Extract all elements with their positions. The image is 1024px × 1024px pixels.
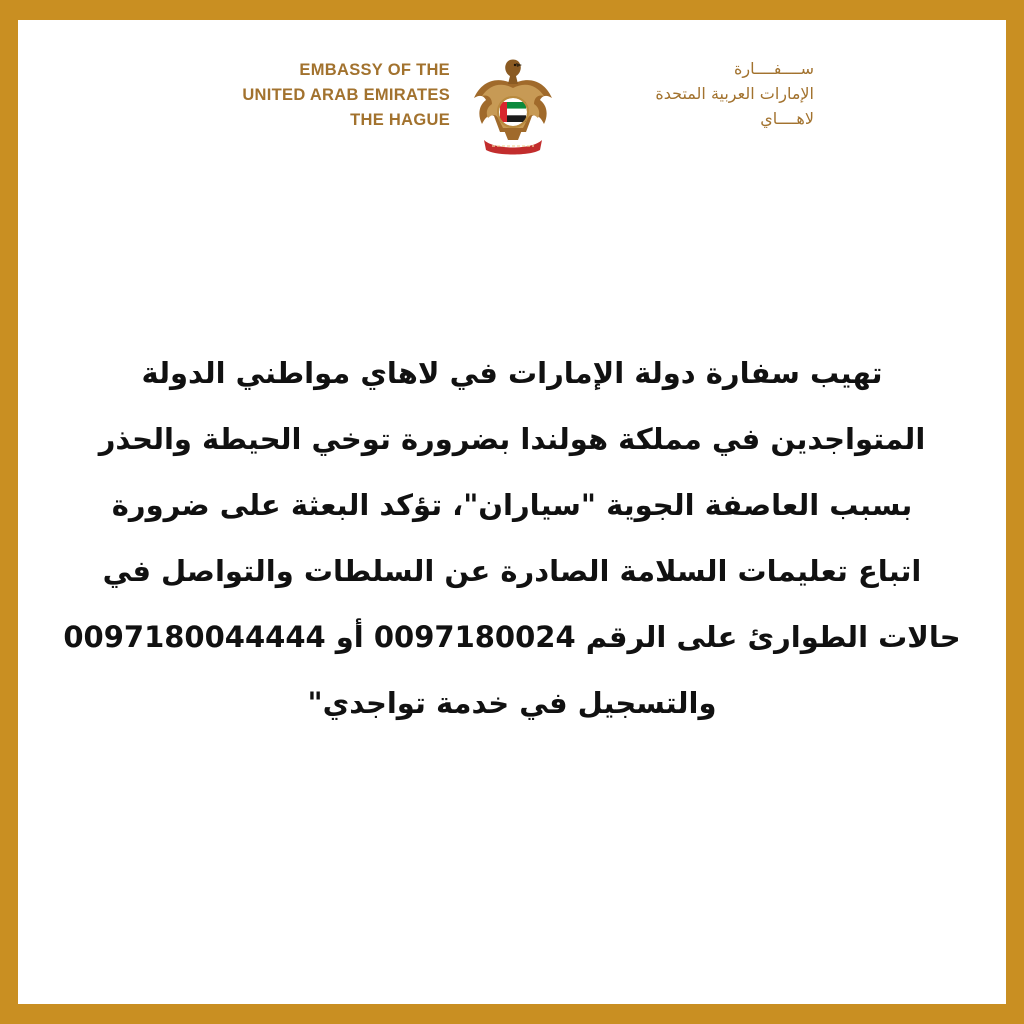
announcement-text [58,340,966,736]
english-line-2: UNITED ARAB EMIRATES [242,86,450,104]
embassy-header [18,56,1006,156]
embassy-name-arabic [574,56,814,131]
embassy-name-english [210,58,450,133]
arabic-line-2: الإمارات العربية المتحدة [655,84,814,103]
message-line-6: والتسجيل في خدمة تواجدي" [307,686,717,720]
uae-falcon-emblem-icon [470,54,556,158]
message-line-3: بسبب العاصفة الجوية "سياران"، تؤكد البعثة على ضرورة [111,488,913,522]
english-line-1: EMBASSY OF THE [299,61,450,79]
notice-card [18,20,1006,1004]
message-line-2: المتواجدين في مملكة هولندا بضرورة توخي الحيطة والحذر [98,422,926,456]
message-line-1: تهيب سفارة دولة الإمارات في لاهاي مواطني الدولة [141,356,883,390]
english-line-3: THE HAGUE [350,111,450,129]
arabic-line-1: ســــفــــارة [734,59,814,78]
message-line-4: اتباع تعليمات السلامة الصادرة عن السلطات والتواصل في [102,554,922,588]
message-line-5: حالات الطوارئ على الرقم 0097180024 أو 0097180044444 [63,620,961,654]
arabic-line-3: لاهــــاي [760,109,814,128]
